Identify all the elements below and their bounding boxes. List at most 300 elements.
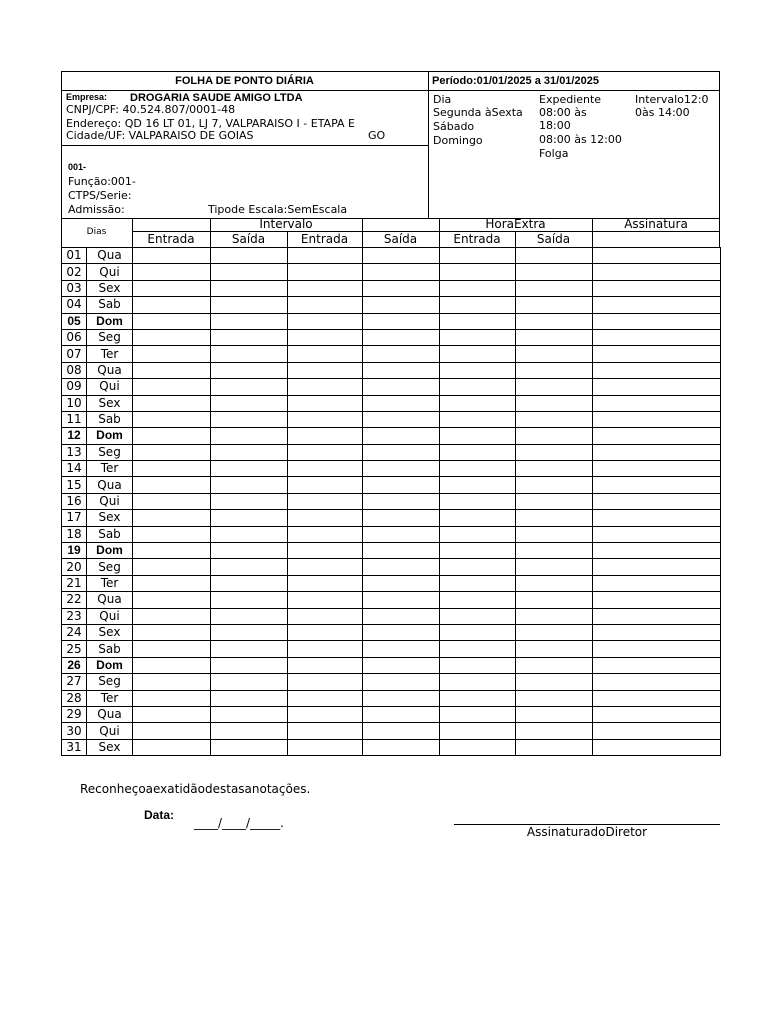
entrada-cell[interactable]	[133, 362, 211, 378]
intervalo-entrada-cell[interactable]	[288, 411, 363, 427]
horaextra-saida-cell[interactable]	[516, 608, 593, 624]
assinatura-cell[interactable]	[593, 608, 721, 624]
date-label: Data:	[144, 808, 175, 822]
horaextra-entrada-cell[interactable]	[440, 526, 516, 542]
horaextra-entrada-cell[interactable]	[440, 379, 516, 395]
intervalo-entrada-cell[interactable]	[288, 608, 363, 624]
ctps: CTPS/Serie:	[68, 189, 132, 202]
intervalo-entrada-cell[interactable]	[288, 510, 363, 526]
intervalo-entrada-cell[interactable]	[288, 657, 363, 673]
table-row	[62, 280, 721, 296]
weekday: Ter	[87, 575, 133, 591]
weekday: Qua	[87, 592, 133, 608]
intervalo-saida-cell[interactable]	[363, 543, 440, 559]
horaextra-entrada-cell[interactable]	[440, 739, 516, 755]
intervalo-entrada-cell[interactable]	[288, 690, 363, 706]
table-row	[62, 608, 721, 624]
intervalo-entrada-cell[interactable]	[288, 739, 363, 755]
entrada-cell[interactable]	[133, 346, 211, 362]
horaextra-entrada-cell[interactable]	[440, 346, 516, 362]
entrada-cell[interactable]	[133, 526, 211, 542]
entrada-cell[interactable]	[133, 608, 211, 624]
entrada-cell[interactable]	[133, 739, 211, 755]
day-number: 13	[62, 444, 87, 460]
saida-cell[interactable]	[211, 280, 288, 296]
table-row	[62, 411, 721, 427]
horaextra-entrada-cell[interactable]	[440, 657, 516, 673]
horaextra-saida-cell[interactable]	[516, 674, 593, 690]
horaextra-saida-cell[interactable]	[516, 526, 593, 542]
assinatura-cell[interactable]	[593, 706, 721, 722]
assinatura-cell[interactable]	[593, 428, 721, 444]
intervalo-saida-cell[interactable]	[363, 526, 440, 542]
entrada-cell[interactable]	[133, 411, 211, 427]
entrada-cell[interactable]	[133, 264, 211, 280]
entrada-cell[interactable]	[133, 313, 211, 329]
intervalo-saida-cell[interactable]	[363, 690, 440, 706]
intervalo-entrada-cell[interactable]	[288, 723, 363, 739]
saida-cell[interactable]	[211, 395, 288, 411]
saida-cell[interactable]	[211, 674, 288, 690]
day-number: 15	[62, 477, 87, 493]
table-row	[62, 706, 721, 722]
saida-cell[interactable]	[211, 297, 288, 313]
intervalo-hours: 0às 14:00	[635, 106, 690, 119]
assinatura-cell[interactable]	[593, 379, 721, 395]
horaextra-saida-cell[interactable]	[516, 346, 593, 362]
entrada-cell[interactable]	[133, 543, 211, 559]
assinatura-cell[interactable]	[593, 526, 721, 542]
saida-cell[interactable]	[211, 461, 288, 477]
saida-cell[interactable]	[211, 575, 288, 591]
intervalo-entrada-cell[interactable]	[288, 493, 363, 509]
horaextra-entrada-cell[interactable]	[440, 297, 516, 313]
day-number: 23	[62, 608, 87, 624]
intervalo-saida-cell[interactable]	[363, 248, 440, 264]
day-number: 21	[62, 575, 87, 591]
weekdays-hours: 08:00 às	[539, 106, 587, 119]
intervalo-saida-cell[interactable]	[363, 723, 440, 739]
weekday: Dom	[87, 313, 133, 329]
domingo-label: Domingo	[433, 134, 483, 147]
intervalo-entrada-cell[interactable]	[288, 395, 363, 411]
period-label: Período:01/01/2025 a 31/01/2025	[432, 75, 599, 87]
intervalo-entrada-cell[interactable]	[288, 329, 363, 345]
entrada-cell[interactable]	[133, 428, 211, 444]
intervalo-entrada-cell[interactable]	[288, 477, 363, 493]
saida-cell[interactable]	[211, 411, 288, 427]
day-number: 10	[62, 395, 87, 411]
horaextra-saida-cell[interactable]	[516, 641, 593, 657]
entrada-cell[interactable]	[133, 624, 211, 640]
weekday: Sab	[87, 526, 133, 542]
intervalo-entrada-cell[interactable]	[288, 280, 363, 296]
horaextra-saida-cell[interactable]	[516, 461, 593, 477]
weekday: Dom	[87, 657, 133, 673]
horaextra-entrada-cell[interactable]	[440, 395, 516, 411]
saida-cell[interactable]	[211, 428, 288, 444]
signature-label: AssinaturadoDiretor	[526, 825, 648, 839]
day-number: 18	[62, 526, 87, 542]
intervalo-entrada-cell[interactable]	[288, 543, 363, 559]
saida-cell[interactable]	[211, 248, 288, 264]
assinatura-cell[interactable]	[593, 313, 721, 329]
horaextra-entrada-cell[interactable]	[440, 624, 516, 640]
horaextra-entrada-cell[interactable]	[440, 608, 516, 624]
horaextra-entrada-cell[interactable]	[440, 592, 516, 608]
assinatura-cell[interactable]	[593, 346, 721, 362]
assinatura-cell[interactable]	[593, 624, 721, 640]
horaextra-saida-cell[interactable]	[516, 329, 593, 345]
entrada-cell[interactable]	[133, 329, 211, 345]
intervalo-saida-cell[interactable]	[363, 313, 440, 329]
horaextra-saida-cell[interactable]	[516, 690, 593, 706]
horaextra-saida-cell[interactable]	[516, 510, 593, 526]
assinatura-cell[interactable]	[593, 329, 721, 345]
table-row	[62, 477, 721, 493]
intervalo-saida-cell[interactable]	[363, 493, 440, 509]
intervalo-saida-cell[interactable]	[363, 592, 440, 608]
weekday: Seg	[87, 674, 133, 690]
saida-cell[interactable]	[211, 739, 288, 755]
horaextra-entrada-cell[interactable]	[440, 280, 516, 296]
sabado-label: Sábado	[433, 120, 475, 133]
table-row	[62, 362, 721, 378]
entrada-cell[interactable]	[133, 395, 211, 411]
table-row	[62, 444, 721, 460]
intervalo-entrada-cell[interactable]	[288, 674, 363, 690]
sabado-hours: 08:00 às 12:00	[539, 133, 622, 146]
table-row	[62, 395, 721, 411]
intervalo-entrada-cell[interactable]	[288, 248, 363, 264]
weekdays-label: Segunda àSexta	[433, 106, 523, 119]
horaextra-saida-cell[interactable]	[516, 575, 593, 591]
assinatura-cell[interactable]	[593, 461, 721, 477]
day-number: 08	[62, 362, 87, 378]
horaextra-saida-cell[interactable]	[516, 362, 593, 378]
table-row	[62, 510, 721, 526]
horaextra-saida-cell[interactable]	[516, 559, 593, 575]
assinatura-cell[interactable]	[593, 493, 721, 509]
empresa-label: Empresa:	[66, 92, 108, 102]
funcao: Função:001-	[68, 175, 136, 188]
table-subheader-divider	[132, 231, 720, 232]
entrada-cell[interactable]	[133, 280, 211, 296]
weekday: Sab	[87, 411, 133, 427]
intervalo-entrada-cell[interactable]	[288, 592, 363, 608]
table-row	[62, 739, 721, 755]
entrada-cell[interactable]	[133, 510, 211, 526]
assinatura-cell[interactable]	[593, 657, 721, 673]
intervalo-saida-cell[interactable]	[363, 575, 440, 591]
saida-cell[interactable]	[211, 543, 288, 559]
intervalo-entrada-cell[interactable]	[288, 297, 363, 313]
horaextra-saida-cell[interactable]	[516, 739, 593, 755]
assinatura-cell[interactable]	[593, 674, 721, 690]
horaextra-saida-cell[interactable]	[516, 723, 593, 739]
horaextra-saida-cell[interactable]	[516, 280, 593, 296]
horaextra-entrada-cell[interactable]	[440, 674, 516, 690]
weekday: Seg	[87, 444, 133, 460]
horaextra-entrada-cell[interactable]	[440, 493, 516, 509]
day-number: 05	[62, 313, 87, 329]
entrada-cell[interactable]	[133, 477, 211, 493]
horaextra-entrada-cell[interactable]	[440, 428, 516, 444]
saida-cell[interactable]	[211, 690, 288, 706]
intervalo-saida-cell[interactable]	[363, 608, 440, 624]
horaextra-entrada-cell[interactable]	[440, 706, 516, 722]
intervalo-saida-cell[interactable]	[363, 280, 440, 296]
intervalo-saida-cell[interactable]	[363, 641, 440, 657]
horaextra-entrada-cell[interactable]	[440, 313, 516, 329]
assinatura-cell[interactable]	[593, 543, 721, 559]
horaextra-saida-cell[interactable]	[516, 657, 593, 673]
horaextra-saida-cell[interactable]	[516, 706, 593, 722]
horaextra-saida-cell[interactable]	[516, 493, 593, 509]
saida-cell[interactable]	[211, 362, 288, 378]
saida-cell[interactable]	[211, 493, 288, 509]
day-number: 12	[62, 428, 87, 444]
horaextra-entrada-cell[interactable]	[440, 461, 516, 477]
entrada-cell[interactable]	[133, 379, 211, 395]
cidade: Cidade/UF: VALPARAISO DE GOIAS	[66, 129, 254, 142]
assinatura-cell[interactable]	[593, 280, 721, 296]
assinatura-cell[interactable]	[593, 592, 721, 608]
assinatura-cell[interactable]	[593, 575, 721, 591]
saida-cell[interactable]	[211, 592, 288, 608]
table-row	[62, 313, 721, 329]
table-row	[62, 559, 721, 575]
assinatura-cell[interactable]	[593, 395, 721, 411]
intervalo-entrada-cell[interactable]	[288, 346, 363, 362]
day-number: 22	[62, 592, 87, 608]
saida-cell[interactable]	[211, 346, 288, 362]
entrada-cell[interactable]	[133, 493, 211, 509]
entrada-cell[interactable]	[133, 723, 211, 739]
entrada-cell[interactable]	[133, 641, 211, 657]
page-title: FOLHA DE PONTO DIÁRIA	[175, 75, 314, 87]
intervalo-entrada-cell[interactable]	[288, 461, 363, 477]
day-number: 16	[62, 493, 87, 509]
weekday: Qua	[87, 362, 133, 378]
empresa-name: DROGARIA SAUDE AMIGO LTDA	[130, 92, 303, 104]
table-row	[62, 592, 721, 608]
horaextra-entrada-cell[interactable]	[440, 362, 516, 378]
saida-cell[interactable]	[211, 313, 288, 329]
weekday: Ter	[87, 690, 133, 706]
assinatura-cell[interactable]	[593, 510, 721, 526]
horaextra-entrada-cell[interactable]	[440, 477, 516, 493]
intervalo-entrada-cell[interactable]	[288, 379, 363, 395]
horaextra-saida-cell[interactable]	[516, 411, 593, 427]
assinatura-cell[interactable]	[593, 444, 721, 460]
entrada-cell[interactable]	[133, 575, 211, 591]
entrada-cell[interactable]	[133, 444, 211, 460]
horaextra-saida-cell[interactable]	[516, 264, 593, 280]
saida-cell[interactable]	[211, 608, 288, 624]
weekday: Qui	[87, 723, 133, 739]
intervalo-entrada-cell[interactable]	[288, 641, 363, 657]
saida-cell[interactable]	[211, 444, 288, 460]
saida-cell[interactable]	[211, 706, 288, 722]
horaextra-saida-cell[interactable]	[516, 592, 593, 608]
horaextra-saida-cell[interactable]	[516, 477, 593, 493]
saida-cell[interactable]	[211, 624, 288, 640]
assinatura-cell[interactable]	[593, 264, 721, 280]
intervalo-saida-cell[interactable]	[363, 329, 440, 345]
intervalo-saida-cell[interactable]	[363, 428, 440, 444]
horaextra-entrada-cell[interactable]	[440, 444, 516, 460]
intervalo-saida-cell[interactable]	[363, 264, 440, 280]
intervalo-saida-cell[interactable]	[363, 461, 440, 477]
intervalo-entrada-cell[interactable]	[288, 559, 363, 575]
intervalo-saida-cell[interactable]	[363, 297, 440, 313]
saida-cell[interactable]	[211, 641, 288, 657]
horaextra-entrada-header: Entrada	[453, 232, 501, 246]
tipo-escala: Tipode Escala:SemEscala	[208, 203, 348, 216]
day-number: 27	[62, 674, 87, 690]
table-row	[62, 297, 721, 313]
horaextra-entrada-cell[interactable]	[440, 543, 516, 559]
day-number: 29	[62, 706, 87, 722]
intervalo-entrada-cell[interactable]	[288, 362, 363, 378]
horaextra-saida-cell[interactable]	[516, 313, 593, 329]
assinatura-cell[interactable]	[593, 362, 721, 378]
day-number: 17	[62, 510, 87, 526]
day-number: 06	[62, 329, 87, 345]
entrada-cell[interactable]	[133, 674, 211, 690]
horaextra-entrada-cell[interactable]	[440, 264, 516, 280]
intervalo-saida-cell[interactable]	[363, 411, 440, 427]
table-row	[62, 248, 721, 264]
table-row	[62, 657, 721, 673]
intervalo-saida-cell[interactable]	[363, 674, 440, 690]
weekday: Seg	[87, 559, 133, 575]
horaextra-saida-cell[interactable]	[516, 248, 593, 264]
entrada-cell[interactable]	[133, 592, 211, 608]
intervalo-saida-cell[interactable]	[363, 624, 440, 640]
intervalo-group-header: Intervalo	[259, 217, 313, 231]
intervalo-saida-cell[interactable]	[363, 395, 440, 411]
entrada-cell[interactable]	[133, 657, 211, 673]
day-number: 25	[62, 641, 87, 657]
intervalo-entrada-header: Entrada	[300, 232, 349, 246]
assinatura-cell[interactable]	[593, 690, 721, 706]
assinatura-cell[interactable]	[593, 411, 721, 427]
intervalo-saida-cell[interactable]	[363, 706, 440, 722]
assinatura-cell[interactable]	[593, 559, 721, 575]
intervalo-saida-cell[interactable]	[363, 739, 440, 755]
saida-cell[interactable]	[211, 657, 288, 673]
intervalo-saida-cell[interactable]	[363, 559, 440, 575]
weekday: Qua	[87, 248, 133, 264]
intervalo-entrada-cell[interactable]	[288, 313, 363, 329]
horaextra-saida-cell[interactable]	[516, 428, 593, 444]
intervalo-saida-cell[interactable]	[363, 379, 440, 395]
intervalo-saida-cell[interactable]	[363, 362, 440, 378]
day-number: 03	[62, 280, 87, 296]
table-row	[62, 690, 721, 706]
endereco: Endereço: QD 16 LT 01, LJ 7, VALPARAISO I - ETAPA E	[66, 117, 355, 130]
entrada-cell[interactable]	[133, 297, 211, 313]
saida-cell[interactable]	[211, 329, 288, 345]
table-row	[62, 264, 721, 280]
horaextra-saida-cell[interactable]	[516, 543, 593, 559]
weekday: Seg	[87, 329, 133, 345]
horaextra-saida-cell[interactable]	[516, 624, 593, 640]
assinatura-cell[interactable]	[593, 477, 721, 493]
intervalo-entrada-cell[interactable]	[288, 706, 363, 722]
intervalo-entrada-cell[interactable]	[288, 444, 363, 460]
horaextra-entrada-cell[interactable]	[440, 329, 516, 345]
saida-cell[interactable]	[211, 526, 288, 542]
entrada-cell[interactable]	[133, 461, 211, 477]
intervalo-entrada-cell[interactable]	[288, 624, 363, 640]
table-row	[62, 723, 721, 739]
entrada-cell[interactable]	[133, 690, 211, 706]
horaextra-entrada-cell[interactable]	[440, 690, 516, 706]
acknowledgement-text: Reconheçoaexatidãodestasanotações.	[80, 782, 311, 796]
intervalo-saida-cell[interactable]	[363, 477, 440, 493]
saida-cell[interactable]	[211, 264, 288, 280]
horaextra-saida-header: Saída	[536, 232, 571, 246]
assinatura-cell[interactable]	[593, 641, 721, 657]
intervalo-entrada-cell[interactable]	[288, 526, 363, 542]
horaextra-entrada-cell[interactable]	[440, 559, 516, 575]
intervalo-saida-cell[interactable]	[363, 657, 440, 673]
entrada-cell[interactable]	[133, 706, 211, 722]
horaextra-entrada-cell[interactable]	[440, 510, 516, 526]
day-number: 31	[62, 739, 87, 755]
assinatura-cell[interactable]	[593, 723, 721, 739]
weekday: Sab	[87, 641, 133, 657]
intervalo-entrada-cell[interactable]	[288, 575, 363, 591]
entrada-cell[interactable]	[133, 559, 211, 575]
intervalo-entrada-cell[interactable]	[288, 264, 363, 280]
saida-cell[interactable]	[211, 723, 288, 739]
entrada-cell[interactable]	[133, 248, 211, 264]
assinatura-cell[interactable]	[593, 297, 721, 313]
weekday: Sex	[87, 624, 133, 640]
horaextra-entrada-cell[interactable]	[440, 411, 516, 427]
day-number: 14	[62, 461, 87, 477]
horaextra-entrada-cell[interactable]	[440, 641, 516, 657]
intervalo-saida-cell[interactable]	[363, 510, 440, 526]
saida-cell[interactable]	[211, 510, 288, 526]
horaextra-saida-cell[interactable]	[516, 444, 593, 460]
intervalo-entrada-cell[interactable]	[288, 428, 363, 444]
table-row	[62, 346, 721, 362]
saida-cell[interactable]	[211, 477, 288, 493]
horaextra-saida-cell[interactable]	[516, 379, 593, 395]
horaextra-saida-cell[interactable]	[516, 395, 593, 411]
dias-header: Dias	[86, 227, 107, 237]
saida-cell[interactable]	[211, 379, 288, 395]
horaextra-saida-cell[interactable]	[516, 297, 593, 313]
assinatura-cell[interactable]	[593, 739, 721, 755]
day-number: 24	[62, 624, 87, 640]
intervalo-saida-cell[interactable]	[363, 444, 440, 460]
intervalo-saida-cell[interactable]	[363, 346, 440, 362]
horaextra-entrada-cell[interactable]	[440, 723, 516, 739]
saida-cell[interactable]	[211, 559, 288, 575]
horaextra-entrada-cell[interactable]	[440, 575, 516, 591]
horaextra-entrada-cell[interactable]	[440, 248, 516, 264]
assinatura-cell[interactable]	[593, 248, 721, 264]
date-blank[interactable]: ____/____/_____.	[194, 816, 284, 830]
weekday: Sex	[87, 280, 133, 296]
header-divider	[61, 90, 720, 91]
